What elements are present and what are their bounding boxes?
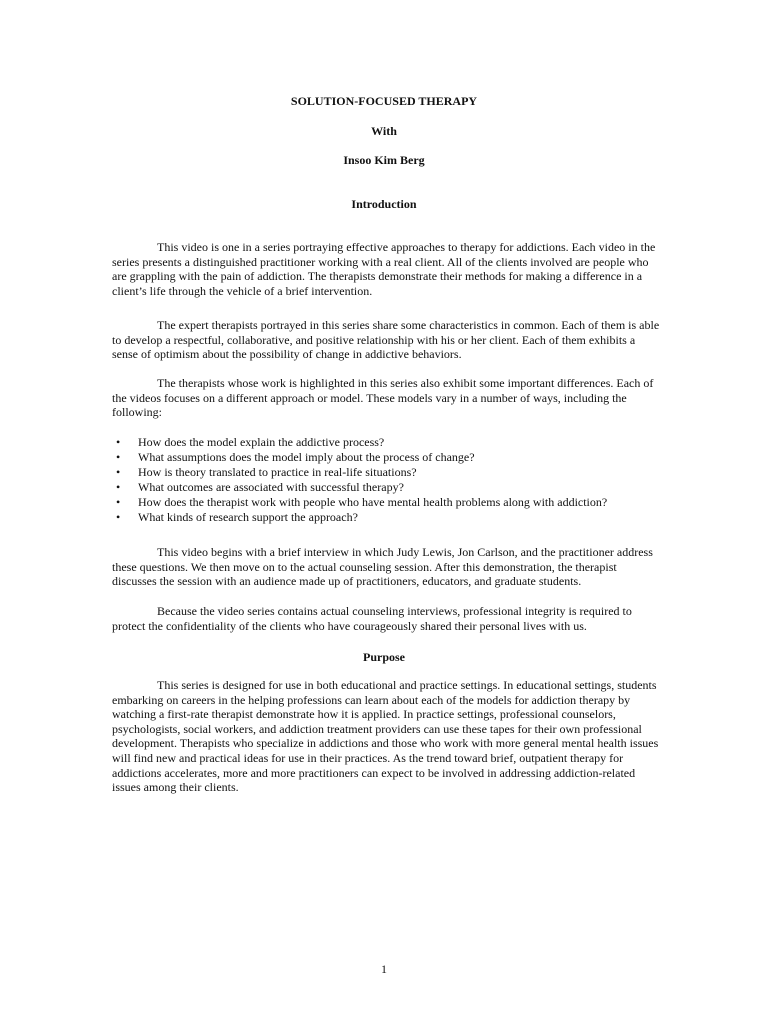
purpose-heading: Purpose <box>363 650 405 664</box>
list-item: • How does the model explain the addictive process? <box>116 435 385 449</box>
bullet-icon: • <box>116 510 121 524</box>
intro-paragraph-1-text: This video is one in a series portraying effective approaches to therapy for addictions. Each video in the series presents a distinguished practitioner working with a real client. All of the clients involved are people who are grappling with the pain of addiction. The therapists demonstrate their methods for making a difference in a client’s life through the vehicle of a brief intervention. <box>112 240 656 298</box>
purpose-paragraph <box>112 678 660 795</box>
intro-paragraph-1 <box>112 240 660 298</box>
document-title: SOLUTION-FOCUSED THERAPY <box>290 94 478 108</box>
author-name: Insoo Kim Berg <box>343 153 425 167</box>
intro-paragraph-3 <box>112 376 660 420</box>
bullet-icon: • <box>116 480 121 494</box>
with-line: With <box>371 124 397 138</box>
list-item: • What assumptions does the model imply about the process of change? <box>116 450 475 464</box>
purpose-paragraph-text: This series is designed for use in both educational and practice settings. In educational settings, students embarking on careers in the helping professions can learn about each of the models for addiction therapy by watching a first-rate therapist demonstrate how it is applied. In practice settings, professional counselors, psychologists, social workers, and addiction treatment providers can use these tapes for their own professional development. Therapists who specialize in addictions and those who work with more general mental health issues will find new and practical ideas for use in their practices. As the trend toward brief, outpatient therapy for addictions accelerates, more and more practitioners can expect to be involved in addressing addiction-related issues among their clients. <box>112 678 659 795</box>
list-item: • What kinds of research support the approach? <box>116 510 358 524</box>
intro-paragraph-3-text: The therapists whose work is highlighted in this series also exhibit some important differences. Each of the videos focuses on a different approach or model. These models vary in a number of ways, including the following: <box>112 376 654 420</box>
question-list <box>112 435 672 525</box>
intro-paragraph-5-text: Because the video series contains actual counseling interviews, professional integrity is required to protect the confidentiality of the clients who have courageously shared their personal lives with us. <box>112 604 632 633</box>
bullet-icon: • <box>116 495 121 509</box>
bullet-icon: • <box>116 450 121 464</box>
intro-paragraph-5 <box>112 604 660 633</box>
intro-paragraph-2-text: The expert therapists portrayed in this series share some characteristics in common. Each of them is able to develop a respectful, collaborative, and positive relationship with his or her client. Each of them exhibits a sense of optimism about the possibility of change in addictive behaviors. <box>112 318 660 362</box>
intro-paragraph-4 <box>112 545 660 589</box>
list-item: • How does the therapist work with people who have mental health problems along with addiction? <box>116 495 608 509</box>
page-number: 1 <box>381 962 387 976</box>
intro-paragraph-4-text: This video begins with a brief interview in which Judy Lewis, Jon Carlson, and the practitioner address these questions. We then move on to the actual counseling session. After this demonstration, the therapist discusses the session with an audience made up of practitioners, educators, and graduate students. <box>112 545 653 589</box>
introduction-heading: Introduction <box>351 197 417 211</box>
bullet-icon: • <box>116 465 121 479</box>
list-item: • How is theory translated to practice in real-life situations? <box>116 465 417 479</box>
list-item: • What outcomes are associated with successful therapy? <box>116 480 404 494</box>
intro-paragraph-2 <box>112 318 660 362</box>
bullet-icon: • <box>116 435 121 449</box>
